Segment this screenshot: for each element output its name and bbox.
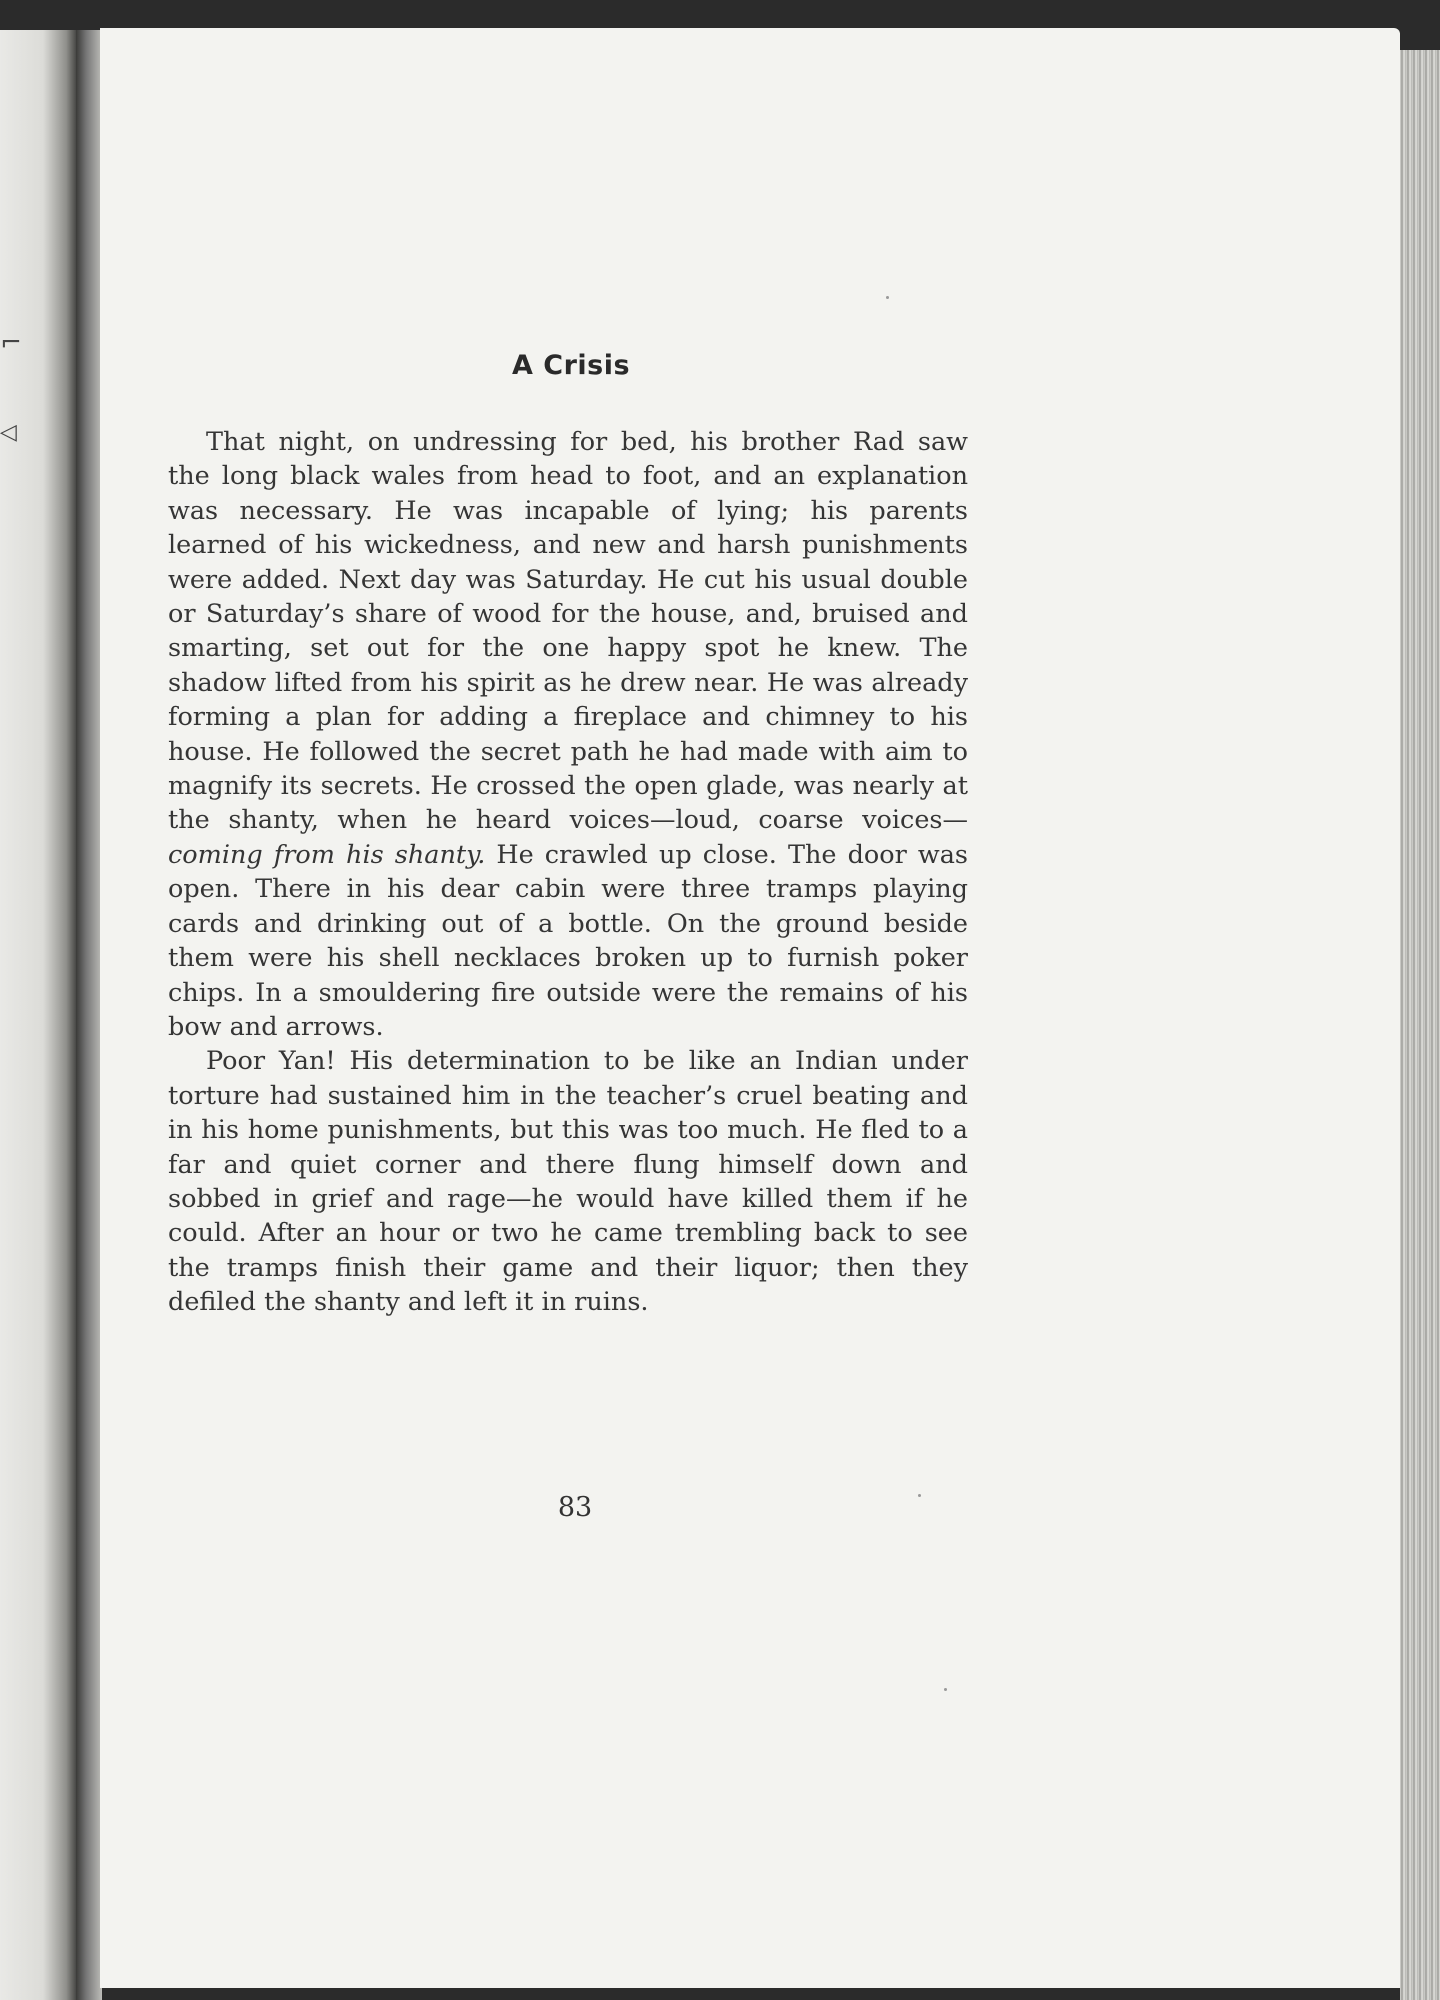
paragraph-2: Poor Yan! His determination to be like an Indian under torture had sustained him in the teacher’s cruel beating and in his home punishments, but this was too much. He fled to a far and quiet corner and there flung himself down and sobbed in grief and rage—he would have killed them if he could. After an hour or two he came trembling back to see the tramps finish their game and their liquor; then they defiled the shanty and left it in ruins. [168, 1046, 968, 1318]
chapter-title: A Crisis [512, 350, 631, 381]
margin-mark: ⌐ [0, 328, 22, 358]
facing-page-edge [0, 30, 78, 2000]
page-stack-edge [1400, 50, 1440, 2000]
paragraph-1-text-continued: He crawled up close. The door was open. There in his dear cabin were three tramps playing cards and drinking out of a bottle. On the ground beside them were his shell necklaces broken up to furnish poker chips. In a smouldering fire outside were the remains of his bow and arrows. [168, 839, 968, 1042]
page-number: 83 [557, 1492, 593, 1523]
italic-phrase: coming from his shanty. [168, 839, 486, 870]
paper-speck [944, 1688, 947, 1691]
paragraph-1 [168, 425, 968, 1044]
body-text [168, 425, 968, 1320]
paper-speck [886, 296, 889, 299]
paragraph-1-text: That night, on undressing for bed, his brother Rad saw the long black wales from head to foot, and an explanation was necessary. He was incapable of lying; his parents learned of his wickedness, and new and harsh punishments were added. Next day was Saturday. He cut his usual double or Saturday’s share of wood for the house, and, bruised and smarting, set out for the one happy spot he knew. The shadow lifted from his spirit as he drew near. He was already forming a plan for adding a fireplace and chimney to his house. He followed the secret path he had made with aim to magnify its secrets. He crossed the open glade, was nearly at the shanty, when he heard voices—loud, coarse voices— [168, 427, 968, 836]
margin-mark: ◁ [0, 420, 17, 445]
book-spine [76, 30, 102, 2000]
paper-speck [918, 1494, 921, 1497]
